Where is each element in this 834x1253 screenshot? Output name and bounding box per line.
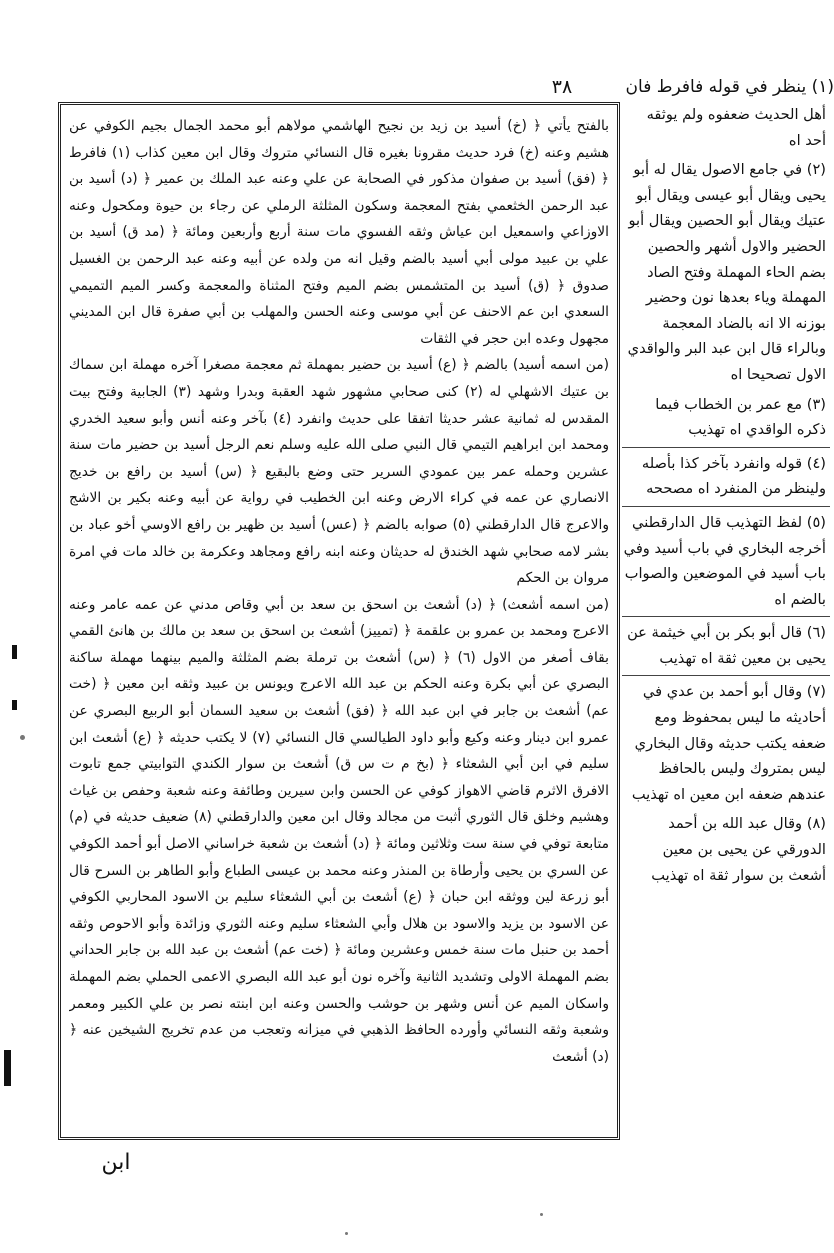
scan-edge-mark	[4, 1050, 11, 1086]
catchword: ابن	[101, 1150, 131, 1175]
margin-note: (٧) وقال أبو أحمد بن عدي في أحاديثه ما ليس بمحفوظ ومع ضعفه يكتب حديثه وقال البخاري ليس بمتروك وليس بالحافظ عندهم ضعفه ابن معين اه تهذيب	[622, 675, 830, 807]
main-text-body	[69, 113, 609, 1129]
scan-speck	[20, 735, 25, 740]
main-paragraph: (من اسمه أشعث) ﴿ (د) أشعث بن اسحق بن سعد بن أبي وقاص مدني عن عمه عامر وعنه الاعرج ومحمد بن عمرو بن علقمة ﴿ (تمييز) أشعث بن اسحق بن سعد بن مالك بن هانئ القمي بقاف أصغر من الاول (٦) ﴿ (س) أشعث بن ترملة بضم المثلثة والميم بينهما مهملة ساكنة البصري عن أبي بكرة وعنه الحكم بن عبد الله الاعرج ويونس بن عبيد وثقه ابن معين ﴿ (خت عم) أشعث بن جابر في ابن عبد الله ﴿ (فق) أشعث بن سعيد السمان أبو الربيع البصري عن عمرو ابن دينار وعنه وكيع وأبو داود الطيالسي قال النسائي (٧) لا يكتب حديثه ﴿ (ع) أشعث ابن سليم في ابن أبي الشعثاء ﴿ (بخ م ت س ق) أشعث بن سوار الكندي التوابيتي جمع تابوت الافرق الاثرم قاضي الاهواز كوفي عن الحسن وابن سيرين وطائفة وعنه شعبة وحفص بن غياث وهشيم وخلق قال الثوري أثبت من مجالد وقال ابن معين والدارقطني (٨) ضعيف حديثه في (م) متابعة توفي في سنة ست وثلاثين ومائة ﴿ (د) أشعث بن شعبة خراساني الاصل أبو أحمد الكوفي عن السري بن يحيى وأرطاة بن المنذر وعنه محمد بن عيسى الطباع وأبو الطاهر بن السرح قال أبو زرعة لين ووثقه ابن حبان ﴿ (ع) أشعث بن أبي الشعثاء سليم بن الاسود المحاربي الكوفي عن الاسود بن يزيد والاسود بن هلال وأبي الشعثاء سليم وعنه الثوري وزائدة وأبو الاحوص وثقه أحمد بن حنبل مات سنة خمس وعشرين ومائة ﴿ (خت عم) أشعث بن عبد الله بن جابر الحداني بضم المهملة الاولى وتشديد الثانية وآخره نون أبو عبد الله البصري الاعمى الحملي بضم المهملة واسكان الميم عن أنس وشهر بن حوشب والحسن وعنه ابن ابنته نصر بن علي الكبير ومعمر وشعبة وثقه النسائي وأورده الحافظ الذهبي في ميزانه وتعجب من عدم تخريج الشيخين عنه ﴿ (د) أشعث	[69, 596, 609, 1065]
page-number: ٣٨	[551, 76, 573, 98]
scan-speck	[540, 1213, 543, 1216]
scan-edge-mark	[12, 700, 17, 710]
running-note-header: (١) ينظر في قوله فافرط فان	[625, 77, 834, 97]
scan-edge-mark	[12, 645, 17, 659]
margin-note: (٢) في جامع الاصول يقال له أبو يحيى ويقال أبو عيسى ويقال أبو عتيك ويقال أبو الحصين ويقال أبو الحضير والاول أشهر والحصين بضم الحاء المهملة وفتح الصاد المهملة وياء بعدها نون وحضير بوزنه الا انه بالضاد المعجمة وبالراء قال ابن عبد البر والواقدي الاول تصحيحا اه	[627, 161, 826, 383]
scan-speck	[345, 1232, 348, 1235]
margin-note: (٦) قال أبو بكر بن أبي خيثمة عن يحيى بن معين ثقة اه تهذيب	[622, 616, 830, 671]
margin-notes-column	[622, 102, 830, 1192]
margin-note: أهل الحديث ضعفوه ولم يوثقه أحد اه	[646, 106, 826, 149]
main-paragraph: (من اسمه أسيد) بالضم ﴿ (ع) أسيد بن حضير بمهملة ثم معجمة مصغرا آخره مهملة ابن سماك بن عتيك الاشهلي له (٢) كنى صحابي مشهور شهد العقبة وبدرا وشهد (٣) الجابية وفتح بيت المقدس له ثمانية عشر حديثا اتفقا على حديث وانفرد (٤) بآخر وعنه أنس وأبو سعيد الخدري ومحمد ابن ابراهيم التيمي قال النبي صلى الله عليه وسلم نعم الرجل أسيد بن حضير مات سنة عشرين وحمله عمر بين عمودي السرير حتى وضع بالبقيع ﴿ (س) أسيد بن رافع بن خديج الانصاري عن عمه في كراء الارض وعنه ابن الخطيب في رواية عن أبيه وعنه بكير بن الاشج والاعرج قال الدارقطني (٥) صوابه بالضم ﴿ (عس) أسيد بن ظهير بن رافع الاوسي أخو عباد بن بشر لامه صحابي شهد الخندق له حديثان وعنه ابنه رافع ومجاهد وعكرمة بن خالد مات في امرة مروان بن الحكم	[69, 357, 609, 587]
margin-note: (٣) مع عمر بن الخطاب فيما ذكره الواقدي اه تهذيب	[655, 395, 826, 439]
margin-note: (٤) قوله وانفرد بآخر كذا بأصله ولينظر من المنفرد اه مصححه	[622, 447, 830, 502]
margin-note: (٥) لفظ التهذيب قال الدارقطني أخرجه البخاري في باب أسيد وفي باب أسيد في الموضعين والصواب بالضم اه	[622, 506, 830, 612]
margin-note: (٨) وقال عبد الله بن أحمد الدورقي عن يحيى بن معين أشعث بن سوار ثقة اه تهذيب	[651, 815, 826, 884]
main-paragraph: بالفتح يأتي ﴿ (خ) أسيد بن زيد بن نجيح الهاشمي مولاهم أبو محمد الجمال بجيم الكوفي عن هشيم وعنه (خ) فرد حديث مقرونا بغيره قال النسائي متروك وقال ابن معين كذاب (١) فافرط ﴿ (فق) أسيد بن صفوان مذكور في الصحابة عن علي وعنه عبد الملك بن عمير ﴿ (د) أسيد بن عبد الرحمن الخثعمي بفتح المعجمة وسكون المثلثة الرملي عن رجاء بن حيوة ومكحول وعنه الاوزاعي واسمعيل ابن عياش وثقه الفسوي مات سنة أربع وأربعين ومائة ﴿ (مد ق) أسيد بن علي بن عبيد مولى أبي أسيد بالضم وقيل انه من ولده عن أبيه وعنه عبد الرحمن بن الغسيل صدوق ﴿ (ق) أسيد بن المتشمس بضم الميم وفتح المثناة والمعجمة وكسر الميم التميمي السعدي ابن عم الاحنف عن أبي موسى وعنه الحسن والمهلب بن أبي صفرة قال ابن المديني مجهول وعده ابن حجر في الثقات	[69, 118, 609, 347]
main-text-frame	[58, 102, 620, 1140]
